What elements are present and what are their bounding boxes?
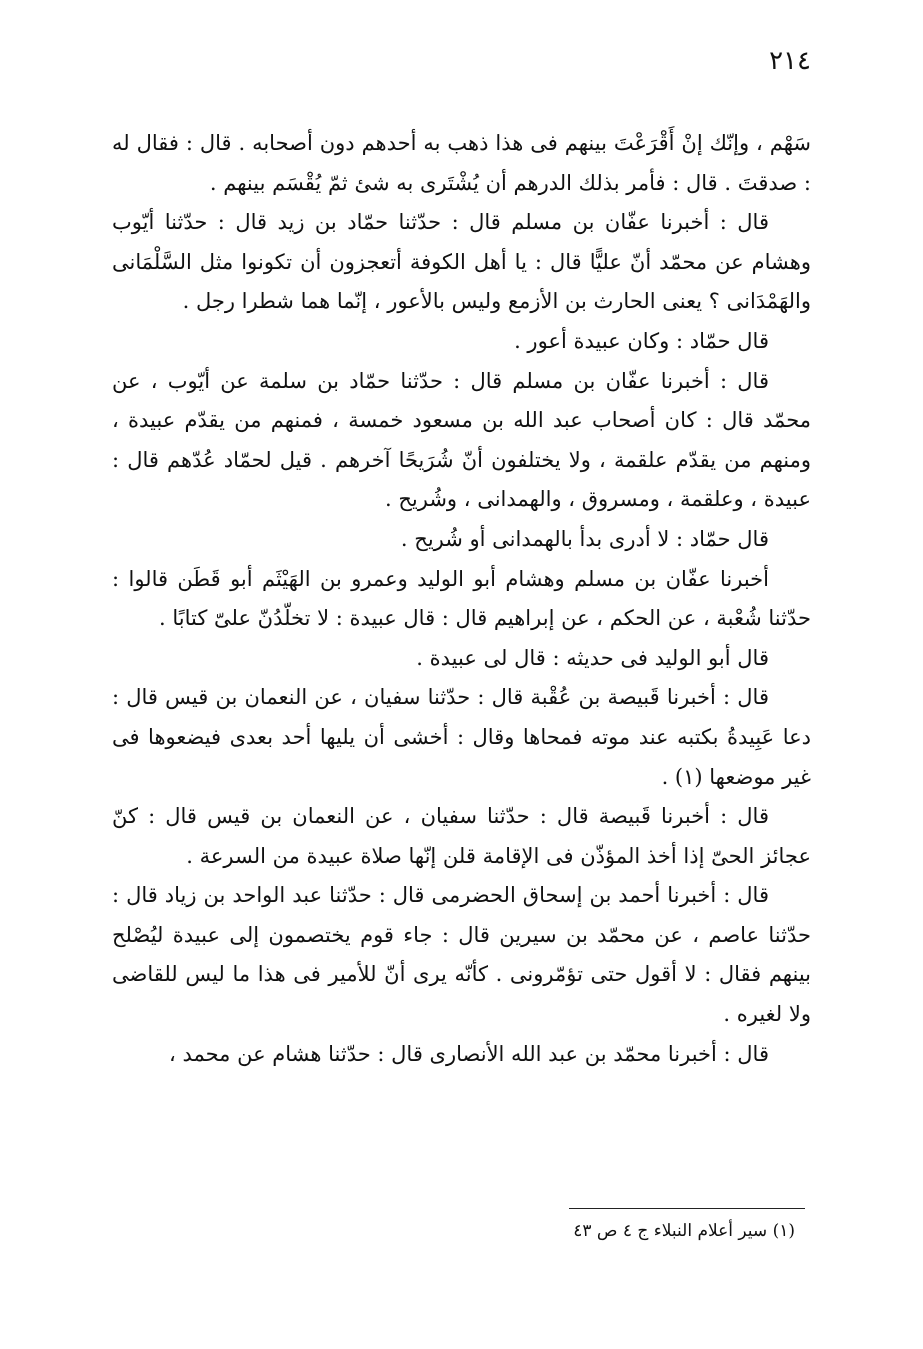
paragraph: قال : أخبرنا محمّد بن عبد الله الأنصارى قال : حدّثنا هشام عن محمد ، (168, 1041, 769, 1066)
paragraph: قال : أخبرنا أحمد بن إسحاق الحضرمى قال : حدّثنا عبد الواحد بن زياد قال : حدّثنا عاصم ، عن محمّد بن سيرين قال : جاء قوم يختصمون إلى عبيدة ليُصْلح بينهم فقال : لا أقول حتى تؤمّرونى . كأنّه يرى أنّ للأمير فى هذا ما ليس للقاضى ولا لغيره . (112, 883, 811, 1027)
paragraph: أخبرنا عفّان بن مسلم وهشام أبو الوليد وعمرو بن الهَيْثَم أبو قَطَن قالوا : حدّثنا شُعْبة ، عن الحكم ، عن إبراهيم قال : قال عبيدة : لا تخلّدُنّ علىّ كتابًا . (112, 566, 811, 631)
paragraph: سَهْم ، وإنّك إنْ أَقْرَعْتَ بينهم فى هذا ذهب به أحدهم دون أصحابه . قال : فقال له : صدقتَ . قال : فأمر بذلك الدرهم أن يُشْتَرى به شئ ثمّ يُقْسَم بينهم . (112, 131, 811, 195)
paragraph: قال أبو الوليد فى حديثه : قال لى عبيدة . (416, 645, 769, 670)
page-number: ٢١٤ (769, 46, 811, 76)
paragraph: قال : أخبرنا قَبيصة قال : حدّثنا سفيان ، عن النعمان بن قيس قال : كنّ عجائز الحىّ إذا أخذ المؤذّن فى الإقامة قلن إنّها صلاة عبيدة من السرعة . (112, 804, 811, 868)
main-text (112, 124, 811, 1074)
footnote-divider (569, 1208, 805, 1209)
paragraph: قال : أخبرنا قَبيصة بن عُقْبة قال : حدّثنا سفيان ، عن النعمان بن قيس قال : دعا عَبِيدةُ بكتبه عند موته فمحاها وقال : أخشى أن يليها أحد بعدى فيضعوها فى غير موضعها (١) . (112, 685, 811, 789)
paragraph: قال : أخبرنا عفّان بن مسلم قال : حدّثنا حمّاد بن سلمة عن أيّوب ، عن محمّد قال : كان أصحاب عبد الله بن مسعود خمسة ، فمنهم من يقدّم عبيدة ، ومنهم من يقدّم علقمة ، ولا يختلفون أنّ شُرَيحًا آخرهم . قيل لحمّاد عُدّهم قال : عبيدة ، وعلقمة ، ومسروق ، والهمدانى ، وشُريح . (112, 368, 811, 512)
paragraph: قال حمّاد : لا أدرى بدأ بالهمدانى أو شُريح . (400, 526, 769, 551)
paragraph: قال : أخبرنا عفّان بن مسلم قال : حدّثنا حمّاد بن زيد قال : حدّثنا أيّوب وهشام عن محمّد أنّ عليًّا قال : يا أهل الكوفة أتعجزون أن تكونوا مثل السَّلْمَانى والهَمْدَانى ؟ يعنى الحارث بن الأزمع وليس بالأعور ، إنّما هما شطرا رجل . (112, 210, 811, 314)
footnote: (١) سير أعلام النبلاء ج ٤ ص ٤٣ (573, 1221, 795, 1241)
paragraph: قال حمّاد : وكان عبيدة أعور . (514, 328, 769, 353)
